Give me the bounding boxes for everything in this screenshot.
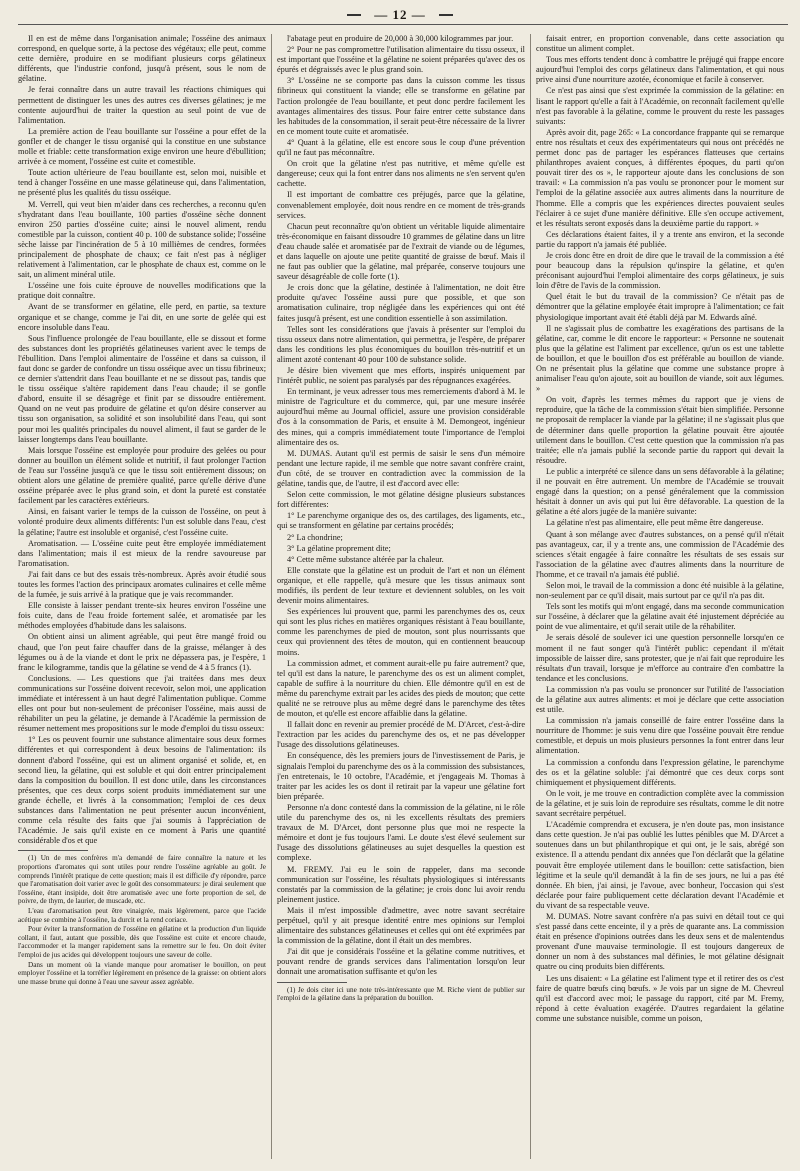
paragraph: Il en est de même dans l'organisation animale; l'osséine des animaux correspond, en quelque sorte, à la pectose des végétaux; elle peut, comme cette dernière, produire en se modifiant plusieurs corps gélatineux différents, que l'industrie confond, jusqu'à présent, sous le nom de gélatine. (18, 34, 266, 84)
paragraph: L'Académie comprendra et excusera, je n'en doute pas, mon insistance dans cette question. Je n'ai pas oublié les luttes pénibles que M. D'Arcet a soutenues dans un but philanthropique et qui ont, je le sais, abrégé son existence. Il a attendu pendant dix années que l'on déclarât que la gélatine pouvait être employée utilement dans le bouillon: cette satisfaction, bien légitime et la seule qu'il demandât à la fin de ses jours, ne lui a pas été donnée. Eh bien, j'ai ainsi, je l'avoue, avec bonheur, l'occasion qui s'est déclarée pour faire publiquement cette déclaration devant l'Académie et du vivant de sa respectable veuve. (536, 820, 784, 910)
footnote-rule (277, 982, 347, 983)
paragraph: Je crois donc être en droit de dire que le travail de la commission a été pour beaucoup dans la répulsion qu'inspire la gélatine, et qu'en préconisant aujourd'hui l'emploi alimentaire des corps gélatineux, je suis loin d'être de l'avis de la commission. (536, 250, 784, 291)
paragraph: La commission n'a jamais conseillé de faire entrer l'osséine dans la nourriture de l'homme: je suis venu dire que l'osséine pouvait être rendue comestible, et depuis un mois plusieurs personnes la font entrer dans leur alimentation. (536, 716, 784, 756)
paragraph: Il ne s'agissait plus de combattre les exagérations des partisans de la gélatine, car, comme le dit encore le rapporteur: « Personne ne soutenait plus que la gélatine est l'aliment par excellence, qu'un os est une tablette de bouillon, et que le bouillon d'os est préférable au bouillon de viande. On ne présentait plus la gélatine que comme une substance propre à animaliser l'eau qu'on ajoute, soit au bouillon de viande, soit aux légumes. » (536, 323, 784, 394)
header-rule (18, 24, 788, 25)
paragraph: faisait entrer, en proportion convenable, dans cette association qu constitue un aliment complet. (536, 34, 784, 54)
paragraph: 1° Le parenchyme organique des os, des cartilages, des ligaments, etc., qui se transforment en gélatine par certains procédés; (277, 511, 525, 531)
header-ornament-left (347, 14, 361, 16)
column-1 (18, 34, 266, 1159)
page-header (0, 6, 800, 24)
paragraph: 2° La chondrine; (287, 532, 343, 542)
paragraph: Telles sont les considérations que j'avais à présenter sur l'emploi du tissu osseux dans notre alimentation, qui permettra, je l'espère, de préparer dans les conditions les plus économiques du bouillon très-nutritif et un aliment azoté contenant 40 pour 100 de substance solide. (277, 324, 525, 364)
page-number: — 12 — (374, 7, 426, 22)
paragraph: On croit que la gélatine n'est pas nutritive, et même qu'elle est dangereuse; ceux qui la font entrer dans nos aliments ne s'en servent qu'en cachette. (277, 159, 525, 189)
paragraph: l'abatage peut en produire de 20,000 à 30,000 kilogrammes par jour. (287, 34, 514, 43)
paragraph: L'osséine une fois cuite éprouve de nouvelles modifications que la pratique doit connaître. (18, 281, 266, 301)
footnote: (1) Je dois citer ici une note très-intéressante que M. Riche vient de publier sur l'emploi de la gélatine dans la préparation du bouillon. (277, 985, 525, 1003)
paragraph: Après avoir dit, page 265: « La concordance frappante qui se remarque entre nos résultats et ceux des expérimentateurs qui nous ont précédés ne permet donc pas de partager les espérances flatteuses que certains philanthropes avaient conçues, à différentes époques, du parti qu'on pouvait tirer des os », le rapporteur ajoute dans les conclusions de son travail: « La commission n'a pas voulu se prononcer pour le moment sur l'emploi de la gélatine associée aux autres aliments dans la nourriture de l'homme. Elle a compris que les expériences directes pouvaient seules l'éclairer à ce sujet d'une manière définitive. Elle s'en occupe activement, et les résultats seront exposés dans la deuxième partie du rapport. » (536, 127, 784, 228)
paragraph: M. Verrell, qui veut bien m'aider dans ces recherches, a reconnu qu'en s'hydratant dans l'eau bouillante, 100 parties d'osséine sèche donnent environ 250 parties d'osséine cuite; ainsi le nouvel aliment, rendu comestible par la cuisson, contient 40 p. 100 de substance solide; l'osséine sèche laisse par l'incinération de 5 à 10 millièmes de cendres, formées principalement de phosphate de chaux; ce fait n'est pas à négliger relativement à l'alimentation, car le phosphate de chaux est, comme on le sait, un aliment minéral utile. (18, 199, 266, 280)
paragraph: On voit, d'après les termes mêmes du rapport que je viens de reproduire, que la tâche de la commission s'était bien simplifiée. Personne ne proposait de remplacer la viande par la gélatine; il ne s'agissait plus que de déterminer dans quelle proportion la gélatine pouvait être ajoutée utilement dans le bouillon. C'est cette question que la commission n'a pas traitée; elle n'a jamais publié la seconde partie du rapport qui devait la résoudre. (536, 395, 784, 465)
paragraph: Elle constate que la gélatine est un produit de l'art et non un élément organique, et elle rappelle, qu'à mesure que les tissus animaux sont modifiés, ils perdent de leur texture et deviennent solubles, on les voit devenir moins alimentaires. (277, 565, 525, 606)
paragraph: Mais il m'est impossible d'admettre, avec notre savant secrétaire perpétuel, qu'il y ait presque identité entre mes opinions sur l'emploi alimentaire des substances gélatineuses et celles qui ont été exprimées par la commission de la gélatine, dont il était un des membres. (277, 905, 525, 946)
paragraph: Mais lorsque l'osséine est employée pour produire des gelées ou pour donner au bouillon un élément solide et nutritif, il faut prolonger l'action de l'eau sur l'osséine jusqu'à ce que le tissu soit entièrement dissous; on obtient alors une gélatine de première qualité, parce qu'elle dérive d'une osséine préparée avec le plus grand soin, et dont la pureté est constatée facilement par les caractères extérieurs. (18, 445, 266, 506)
paragraph: La première action de l'eau bouillante sur l'osséine a pour effet de la gonfler et de changer le tissu organisé qui la constitue en une substance molle et friable: cette transformation exige environ une heure d'ébullition; arrivée à ce moment, l'osséine est cuite et comestible. (18, 126, 266, 167)
paragraph: Les uns disaient: « La gélatine est l'aliment type et il retirer des os c'est faire de quatre bœufs cinq bœufs. » Je vois par un signe de M. Chevreul qu'il est d'accord avec moi; le passage du rapport, cité par M. Fremy, répond à cette évaluation exagérée. D'autres regardaient la gélatine comme une substance nuisible, comme un poison, (536, 973, 784, 1023)
column-2 (277, 34, 525, 1159)
paragraph: Aromatisation. — L'osséine cuite peut être employée immédiatement dans l'alimentation; mais il est mieux de la rendre savoureuse par l'aromatisation. (18, 538, 266, 568)
footnote: L'eau d'aromatisation peut être vinaigrée, mais légèrement, parce que l'acide acétique se combine à l'osséine, la durcit et la rend coriace. (18, 906, 266, 924)
column-3 (536, 34, 784, 1159)
column-divider (530, 34, 531, 1159)
column-2-body (277, 34, 525, 978)
paragraph: Le public a interprété ce silence dans un sens défavorable à la gélatine; il ne pouvait en être autrement. Un membre de l'Académie se trouvait engagé dans la question; on a pensé généralement que la commission hésitait à donner un avis qui put lui être défavorable. La question de la gélatine a été alors jugée de la manière suivante: (536, 466, 784, 517)
paragraph: Ses expériences lui prouvent que, parmi les parenchymes des os, ceux qui sont les plus riches en matières organiques résistant à l'eau bouillante, comme les parenchymes de pied de mouton, sont plus nourrissants que ceux qui proviennent des têtes de mouton, qui en contiennent beaucoup moins. (277, 607, 525, 657)
paragraph: On le voit, je me trouve en contradiction complète avec la commission de la gélatine, et je suis loin de reproduire ses résultats, comme le dit notre savant secrétaire perpétuel. (536, 788, 784, 819)
paragraph: Personne n'a donc contesté dans la commission de la gélatine, ni le rôle utile du parenchyme des os, ni les excellents résultats des premiers travaux de M. D'Arcet, dont personne plus que moi ne respecte la mémoire et dont je fus toujours l'ami. Le doute s'est élevé seulement sur l'usage des dissolutions gélatineuses au sujet desquelles la question est complexe. (277, 802, 525, 863)
paragraph: Ces déclarations étaient faites, il y a trente ans environ, et la seconde partie du rapport n'a jamais été publiée. (536, 229, 784, 249)
paragraph: 3° La gélatine proprement dite; (287, 543, 391, 553)
paragraph: En conséquence, dès les premiers jours de l'investissement de Paris, je signalais l'emploi du parenchyme des os à la commission des subsistances, j'en entretenais, le 10 octobre, l'Académie, et j'engageais M. Thomas à traiter par les acides les os dont il retirait par la vapeur une gélatine fort bien préparée. (277, 751, 525, 801)
footnote: Dans un moment où la viande manque pour aromatiser le bouillon, on peut employer l'osséine et la torréfier légèrement en présence de la graisse: on obtient alors une masse brune qui donne à l'eau une saveur assez agréable. (18, 960, 266, 986)
paragraph: Sous l'influence prolongée de l'eau bouillante, elle se dissout et forme des substances dont les propriétés gélatineuses varient avec le temps de l'ébullition. Dans l'emploi alimentaire de l'osséine et dans sa cuisson, il faut donc se garder de confondre un tissu osséique avec un tissu fibrineux; ce dernier s'attendrit dans l'eau bouillante et ne se dissout pas, tandis que le tissu osséique s'altère rapidement dans l'eau chaude; il se gonfle d'abord, ensuite il se désagrège et finit par se dissoudre entièrement. Quand on ne veut pas produire de gélatine et qu'on désire conserver au tissu son organisation, sa solidité et son insolubilité dans l'eau, qui sont pour moi les qualités principales du nouvel aliment, il faut se garder de le laisser longtemps dans l'eau bouillante. (18, 333, 266, 444)
paragraph: La gélatine n'est pas alimentaire, elle peut même être dangereuse. (546, 518, 764, 528)
paragraph: Tels sont les motifs qui m'ont engagé, dans ma seconde communication sur l'osséine, à déclarer que la gélatine avait été injustement dépréciée au point de vue alimentaire, et qu'il serait utile de la réhabiliter. (536, 602, 784, 632)
paragraph: Je serais désolé de soulever ici une question personnelle lorsqu'en ce moment il ne faut songer qu'à l'intérêt public: cependant il m'était impossible de laisser dire, sans protester, que je n'ai fait que reproduire les résultats d'un travail, lorsque je m'efforce au contraire d'en combattre la tendance et les conclusions. (536, 633, 784, 683)
footnote: (1) Un de mes confrères m'a demandé de faire connaître la nature et les proportions d'aromates qui sont utiles pour rendre l'osséine agréable au goût. Je comprends l'intérêt pratique de cette question; mais il est difficile d'y répondre, parce que l'aromatisation doit varier avec le goût des consommateurs: je dirai seulement que l'osséine, étant insipide, doit être aromatisée avec une forte proportion de sel, de poivre, de thym, de laurier, de muscade, etc. (18, 854, 266, 906)
column-2-footnotes (277, 986, 525, 1003)
paragraph: Selon moi, le travail de la commission a donc été nuisible à la gélatine, non-seulement par ce qu'il disait, mais surtout par ce qu'il n'a pas dit. (536, 580, 784, 601)
paragraph: J'ai fait dans ce but des essais très-nombreux. Après avoir étudié sous toutes les formes l'action des principaux aromates culinaires et celle même de la fumée, je suis arrivé à la pratique que je vais recommander. (18, 569, 266, 600)
paragraph: Il est important de combattre ces préjugés, parce que la gélatine, convenablement employée, doit nous rendre en ce moment de très-grands services. (277, 190, 525, 220)
paragraph: Je ferai connaître dans un autre travail les réactions chimiques qui permettent de distinguer les unes des autres ces diverses gélatines; je me contente aujourd'hui de traiter la question au seul point de vue de l'alimentation. (18, 85, 266, 125)
column-1-footnotes (18, 854, 266, 986)
paragraph: 2° Pour ne pas compromettre l'utilisation alimentaire du tissu osseux, il est important que l'osséine et la gélatine ne soient préparées qu'avec des os épurés et dégraissés avec le plus grand soin. (277, 45, 525, 75)
paragraph: Ce n'est pas ainsi que s'est exprimée la commission de la gélatine: en lisant le rapport qu'elle a fait à l'Académie, on reconnaît facilement qu'elle n'est pas favorable à la gélatine, comme le prouvent du reste les passages suivants: (536, 86, 784, 126)
paragraph: 4° Cette même substance altérée par la chaleur. (287, 554, 444, 564)
paragraph: 3° L'osséine ne se comporte pas dans la cuisson comme les tissus fibrineux qui constituent la viande; elle se transforme en gélatine par l'action prolongée de l'eau bouillante, et peut donc perdre facilement les avantages alimentaires des tissus. Pour faire entrer cette substance dans les habitudes de la consommation, il serait peut-être nécessaire de la livrer en ce moment toute cuite et aromatisée. (277, 76, 525, 136)
footnote-rule (18, 850, 88, 851)
footnote: Pour éviter la transformation de l'osséine en gélatine et la production d'un liquide collant, il faut, autant que possible, dès que l'osséine est cuite et encore chaude, l'accommoder et la manger rapidement sans la remettre sur le feu. On doit éviter l'emploi de jus acides qui développent toujours une saveur de colle. (18, 925, 266, 959)
header-ornament-right (439, 14, 453, 16)
paragraph: On obtient ainsi un aliment agréable, qui peut être mangé froid ou chaud, que l'on peut faire chauffer dans de la graisse, mélanger à des légumes ou à de la viande et dont le prix ne dépassera pas, je l'espère, 1 franc le kilogramme, tandis que la gélatine se vend de 4 à 5 francs (1). (18, 632, 266, 672)
paragraph: La commission admet, et comment aurait-elle pu faire autrement? que, tel qu'il est dans la nature, le parenchyme des os est un aliment complet, capable de suffire à la nourriture du chien. Elle démontre qu'il en est de même du parenchyme extrait par les acides des pieds de mouton; que cette qualité ne se retrouve plus au même degré dans le parenchyme des têtes de mouton, et qu'elle est encore affaiblie dans la gélatine. (277, 658, 525, 719)
paragraph: J'ai dit que je considérais l'osséine et la gélatine comme nutritives, et pouvant rendre de grands services dans l'alimentation lorsqu'on leur donnait une aromatisation suffisante et qu'on les (277, 947, 525, 977)
paragraph: La commission a confondu dans l'expression gélatine, le parenchyme des os et la gélatine soluble: j'ai démontré que ces deux corps sont chimiquement et physiquement différents. (536, 757, 784, 787)
paragraph: Tous mes efforts tendent donc à combattre le préjugé qui frappe encore aujourd'hui l'emploi des corps gélatineux dans l'alimentation, et qui nous prive ainsi d'une nourriture azotée, économique et facile à conserver. (536, 55, 784, 85)
paragraph: Je crois donc que la gélatine, destinée à l'alimentation, ne doit être produite qu'avec l'osséine aussi pure que possible, et que son aromatisation culinaire, trop négligée dans les expériences qui ont été faites jusqu'à présent, est une condition essentielle à son assimilation. (277, 283, 525, 323)
paragraph: Je désire bien vivement que mes efforts, inspirés uniquement par l'intérêt public, ne soient pas paralysés par des répugnances exagérées. (277, 366, 525, 386)
paragraph: La commission n'a pas voulu se prononcer sur l'utilité de l'association de la gélatine aux autres aliments: et moi je déclare que cette association est utile. (536, 684, 784, 715)
paragraph: Selon cette commission, le mot gélatine désigne plusieurs substances fort différentes: (277, 490, 525, 510)
column-divider (271, 34, 272, 1159)
paragraph: Quel était le but du travail de la commission? Ce n'était pas de démontrer que la gélatine employée était impropre à l'alimentation; ce fait physiologique important avait été établi déjà par M. Edwards aîné. (536, 292, 784, 322)
paragraph: 1° Les os peuvent fournir une substance alimentaire sous deux formes différentes et qui correspondent à deux besoins de l'alimentation: ils donnent d'abord l'osséine, qui est un aliment organisé et solide, et, en second lieu, la gélatine, qui est soluble et qui doit entrer principalement dans la composition du bouillon. Il est donc utile, dans les circonstances présentes, que ces deux corps soient produits immédiatement sur une grande échelle, et livrés à la consommation; l'emploi de ces deux substances dans l'alimentation ne peut présenter aucun inconvénient, comme cela résulte des faits que j'ai soumis à l'appréciation de l'Académie. Je sais qu'il existe en ce moment à Paris une quantité considérable d'os et que (18, 735, 266, 846)
paragraph: Il fallait donc en revenir au premier procédé de M. D'Arcet, c'est-à-dire l'extraction par les acides du parenchyme des os, et ne pas développer l'usage des dissolutions gélatineuses. (277, 720, 525, 750)
column-1-body (18, 34, 266, 846)
column-3-body (536, 34, 784, 1024)
paragraph: Elle consiste à laisser pendant trente-six heures environ l'osséine une fois cuite, dans de l'eau froide fortement salée, et aromatisée par les méthodes employées d'habitude dans les salaisons. (18, 601, 266, 631)
paragraph: En terminant, je veux adresser tous mes remerciements d'abord à M. le ministre de l'agriculture et du commerce, qui, par une mesure insérée aujourd'hui même au Journal officiel, assure une provision considérable d'os à la consommation de Paris, et ensuite à M. Demongeot, ingénieur des mines, qui a compris immédiatement toute l'importance de l'emploi alimentaire des os. (277, 387, 525, 447)
paragraph: Ainsi, en faisant varier le temps de la cuisson de l'osséine, on peut à volonté produire deux aliments différents: l'un est soluble dans l'eau, c'est la gélatine; l'autre est insoluble et organisé, c'est l'osséine cuite. (18, 507, 266, 537)
paragraph: Toute action ultérieure de l'eau bouillante est, selon moi, nuisible et tend à changer l'osséine en une masse gélatineuse qui, dans l'alimentation, ne présenté plus les qualités du tissu osséique. (18, 168, 266, 198)
paragraph: 4° Quant à la gélatine, elle est encore sous le coup d'une prévention qu'il ne faut pas méconnaître. (277, 137, 525, 158)
paragraph: Avant de se transformer en gélatine, elle perd, en partie, sa texture organique et se change, comme je l'ai dit, en une sorte de gelée qui est encore insoluble dans l'eau. (18, 302, 266, 332)
paragraph: M. DUMAS. Notre savant confrère n'a pas suivi en détail tout ce qui s'est passé dans cette enceinte, il y a près de quarante ans. La commission était en présence d'opinions outrées dans les deux sens et de malentendus provenant d'une mauvaise terminologie. Il est toujours dangereux de donner un nom à des substances mal définies, le mot gélatine désignait quatre ou cinq produits bien différents. (536, 911, 784, 972)
paragraph: M. FREMY. J'ai eu le soin de rappeler, dans ma seconde communication sur l'osséine, les résultats physiologiques si intéressants constatés par la commission de la gélatine; je crois donc lui avoir rendu pleinement justice. (277, 864, 525, 904)
paragraph: Conclusions. — Les questions que j'ai traitées dans mes deux communications sur l'osséine doivent recevoir, selon moi, une application immédiate et intéressent à un haut degré l'alimentation publique. Comme elles ont pour but non-seulement de préconiser l'osséine, mais aussi de réhabiliter un peu la gélatine, je demande à l'Académie la permission de résumer nettement mes propositions sur le mode d'emploi du tissu osseux: (18, 673, 266, 734)
paragraph: Chacun peut reconnaître qu'on obtient un véritable liquide alimentaire très-économique en faisant dissoudre 10 grammes de gélatine dans un litre d'eau chaude salée et aromatisée par de l'extrait de viande ou de légumes, et dans laquelle on ajoute une petite quantité de graisse de bœuf. Mais il ne faut pas oublier que la gélatine, mal préparée, conserve toujours une saveur désagréable de colle forte (1). (277, 221, 525, 282)
paragraph: Quant à son mélange avec d'autres substances, on a pensé qu'il n'était pas avantageux, car, il y a trente ans, une commission de l'Académie des sciences s'était engagée à faire connaître les résultats de ses essais sur l'association de la gélatine avec d'autres aliments dans la nourriture de l'homme, et ce travail n'a jamais été publié. (536, 529, 784, 579)
paragraph: M. DUMAS. Autant qu'il est permis de saisir le sens d'un mémoire pendant une lecture rapide, il me semble que notre savant confrère craint, d'un côté, de se trouver en contradiction avec la commission de la gélatine, tandis que, de l'autre, il est d'accord avec elle: (277, 448, 525, 489)
